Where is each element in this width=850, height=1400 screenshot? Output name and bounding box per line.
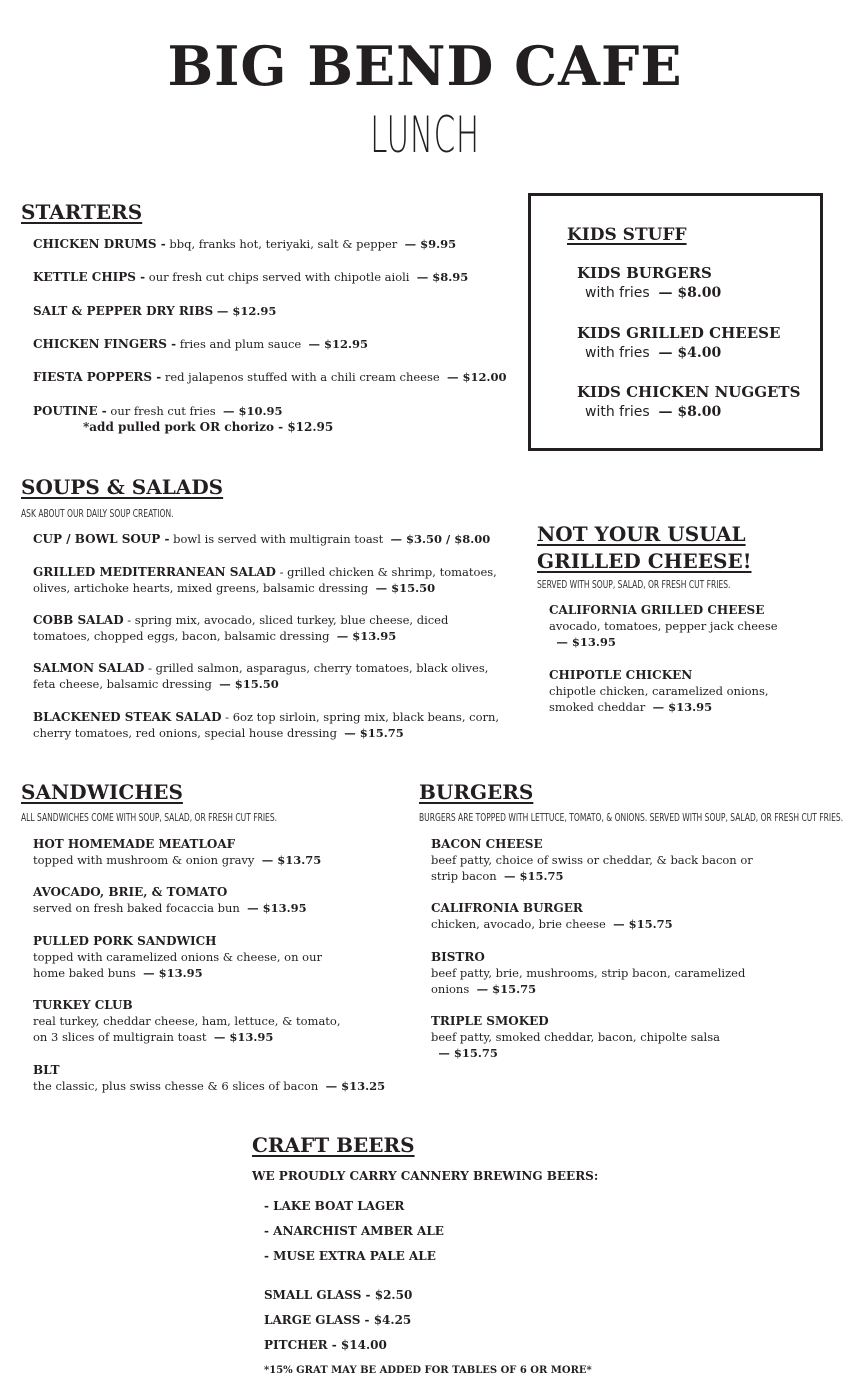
beer-price: SMALL GLASS - $2.50 <box>264 1288 413 1302</box>
starter-item <box>33 303 276 319</box>
item-desc: - spring mix, avocado, sliced turkey, blue cheese, diced <box>123 613 449 627</box>
sandwich-item <box>33 836 321 868</box>
kids-heading: KIDS STUFF <box>567 225 687 245</box>
item-desc: bowl is served with multigrain toast <box>169 532 384 546</box>
item-name: POUTINE - <box>33 404 107 418</box>
item-price: — $15.75 <box>476 982 537 996</box>
grilled-heading-line1: NOT YOUR USUAL <box>537 522 746 546</box>
item-price: — $15.50 <box>375 581 436 595</box>
item-name: CHICKEN DRUMS - <box>33 237 166 251</box>
burger-item <box>431 949 745 997</box>
item-desc: the classic, plus swiss chesse & 6 slices of bacon <box>33 1079 319 1093</box>
item-name: CALIFRONIA BURGER <box>431 901 583 915</box>
item-name: CUP / BOWL SOUP - <box>33 532 170 546</box>
kids-item-desc <box>585 404 721 420</box>
item-desc: our fresh cut fries <box>106 404 216 418</box>
grilled-note: SERVED WITH SOUP, SALAD, OR FRESH CUT FRIES. <box>537 579 731 591</box>
kids-item-name: KIDS GRILLED CHEESE <box>577 324 781 342</box>
item-price: — $13.95 <box>652 700 713 714</box>
gratuity-footnote: *15% GRAT MAY BE ADDED FOR TABLES OF 6 OR MORE* <box>264 1365 592 1376</box>
kids-item-price: — $8.00 <box>658 404 722 420</box>
beers-heading: CRAFT BEERS <box>252 1133 415 1157</box>
item-desc-2: onions <box>431 982 470 996</box>
item-desc: served on fresh baked focaccia bun <box>33 901 240 915</box>
item-desc-2: on 3 slices of multigrain toast <box>33 1030 207 1044</box>
item-name: TRIPLE SMOKED <box>431 1014 549 1028</box>
starters-heading: STARTERS <box>21 200 143 224</box>
item-price: — $13.95 <box>213 1030 274 1044</box>
soup-item <box>33 531 490 547</box>
kids-item-desc <box>585 285 721 301</box>
sandwich-item <box>33 884 307 916</box>
sandwich-item <box>33 997 341 1045</box>
starter-item <box>33 403 283 419</box>
sandwich-item <box>33 933 322 981</box>
beer-list-item: - LAKE BOAT LAGER <box>264 1199 405 1213</box>
beer-list-item: - ANARCHIST AMBER ALE <box>264 1224 444 1238</box>
item-desc-2: smoked cheddar <box>549 700 646 714</box>
beers-intro: WE PROUDLY CARRY CANNERY BREWING BEERS: <box>252 1169 599 1183</box>
item-price: — $9.95 <box>404 237 457 251</box>
item-name: SALMON SALAD <box>33 661 145 675</box>
item-desc-2: olives, artichoke hearts, mixed greens, balsamic dressing <box>33 581 369 595</box>
item-desc: bbq, franks hot, teriyaki, salt & pepper <box>165 237 398 251</box>
item-price: — $15.50 <box>219 677 279 691</box>
burgers-note: BURGERS ARE TOPPED WITH LETTUCE, TOMATO, & ONIONS. SERVED WITH SOUP, SALAD, OR FRESH CUT FRIES. <box>419 812 844 824</box>
soup-item <box>33 564 497 596</box>
item-name: TURKEY CLUB <box>33 998 133 1012</box>
burgers-heading: BURGERS <box>419 780 534 804</box>
soups-heading: SOUPS & SALADS <box>21 475 224 499</box>
menu-subtitle: LUNCH <box>370 106 480 164</box>
item-desc: beef patty, smoked cheddar, bacon, chipolte salsa <box>431 1030 720 1044</box>
item-desc-2: home baked buns <box>33 966 136 980</box>
kids-item-name: KIDS BURGERS <box>577 264 712 282</box>
item-price: — $12.95 <box>308 337 369 351</box>
kids-desc-text: with fries <box>585 285 650 301</box>
item-desc: avocado, tomatoes, pepper jack cheese <box>549 619 778 633</box>
item-desc: fries and plum sauce <box>176 337 302 351</box>
item-price: — $13.75 <box>261 853 322 867</box>
item-name: CALIFORNIA GRILLED CHEESE <box>549 603 765 617</box>
item-price: — $10.95 <box>223 404 283 418</box>
item-name: GRILLED MEDITERRANEAN SALAD <box>33 565 276 579</box>
item-price: — $15.75 <box>504 869 564 883</box>
item-name: CHIPOTLE CHICKEN <box>549 668 693 682</box>
item-price: — $15.75 <box>344 726 404 740</box>
burger-item <box>431 1013 720 1061</box>
sandwiches-heading: SANDWICHES <box>21 780 183 804</box>
item-desc: red jalapenos stuffed with a chili cream cheese <box>161 370 440 384</box>
item-desc: chicken, avocado, brie cheese <box>431 917 606 931</box>
item-price: — $13.95 <box>336 629 397 643</box>
kids-item-desc <box>585 345 721 361</box>
item-name: FIESTA POPPERS - <box>33 370 162 384</box>
kids-item-name: KIDS CHICKEN NUGGETS <box>577 383 801 401</box>
kids-desc-text: with fries <box>585 345 650 361</box>
kids-item-price: — $8.00 <box>658 285 722 301</box>
burger-item <box>431 900 673 932</box>
beer-price: PITCHER - $14.00 <box>264 1338 387 1352</box>
item-desc-2: cherry tomatoes, red onions, special house dressing <box>33 726 337 740</box>
grilled-heading-line2: GRILLED CHEESE! <box>537 549 752 573</box>
item-desc: beef patty, brie, mushrooms, strip bacon, caramelized <box>431 966 746 980</box>
sandwiches-note: ALL SANDWICHES COME WITH SOUP, SALAD, OR FRESH CUT FRIES. <box>21 812 278 824</box>
starter-item <box>33 369 507 385</box>
item-price: — $13.95 <box>247 901 307 915</box>
item-desc: real turkey, cheddar cheese, ham, lettuce, & tomato, <box>33 1014 341 1028</box>
starter-item <box>33 336 368 352</box>
soup-item <box>33 612 448 644</box>
item-desc: chipotle chicken, caramelized onions, <box>549 684 769 698</box>
item-desc: topped with mushroom & onion gravy <box>33 853 255 867</box>
soups-note: ASK ABOUT OUR DAILY SOUP CREATION. <box>21 508 174 520</box>
item-name: KETTLE CHIPS - <box>33 270 146 284</box>
item-name: HOT HOMEMADE MEATLOAF <box>33 837 236 851</box>
item-name: CHICKEN FINGERS - <box>33 337 177 351</box>
item-price: — $8.95 <box>416 270 469 284</box>
item-price: — $13.95 <box>556 635 616 649</box>
item-name: BISTRO <box>431 950 485 964</box>
starter-item <box>33 236 456 252</box>
item-desc-2: tomatoes, chopped eggs, bacon, balsamic dressing <box>33 629 330 643</box>
beer-price: LARGE GLASS - $4.25 <box>264 1313 412 1327</box>
item-name: PULLED PORK SANDWICH <box>33 934 217 948</box>
item-desc: - grilled chicken & shrimp, tomatoes, <box>275 565 497 579</box>
item-name: AVOCADO, BRIE, & TOMATO <box>33 885 228 899</box>
sandwich-item <box>33 1062 385 1094</box>
item-name: BLACKENED STEAK SALAD <box>33 710 222 724</box>
item-price: — $15.75 <box>613 917 673 931</box>
addon-text: *add pulled pork OR chorizo - $12.95 <box>83 420 334 434</box>
item-price: — $15.75 <box>438 1046 498 1060</box>
item-price: — $3.50 / $8.00 <box>390 532 491 546</box>
kids-item-price: — $4.00 <box>658 345 722 361</box>
grilled-item <box>549 602 778 650</box>
item-name: BLT <box>33 1063 60 1077</box>
kids-desc-text: with fries <box>585 404 650 420</box>
item-name: BACON CHEESE <box>431 837 543 851</box>
item-price: — $12.00 <box>447 370 507 384</box>
item-price: — $13.95 <box>143 966 203 980</box>
item-price: — $12.95 <box>216 304 277 318</box>
item-desc: - 6oz top sirloin, spring mix, black beans, corn, <box>221 710 500 724</box>
grilled-item <box>549 667 769 715</box>
item-name: COBB SALAD <box>33 613 124 627</box>
soup-item <box>33 709 499 741</box>
item-desc: beef patty, choice of swiss or cheddar, & back bacon or <box>431 853 753 867</box>
burger-item <box>431 836 753 884</box>
item-desc: our fresh cut chips served with chipotle aioli <box>145 270 410 284</box>
poutine-addon <box>83 419 333 435</box>
item-desc: - grilled salmon, asparagus, cherry tomatoes, black olives, <box>144 661 489 675</box>
soup-item <box>33 660 488 692</box>
beer-list-item: - MUSE EXTRA PALE ALE <box>264 1249 436 1263</box>
item-price: — $13.25 <box>325 1079 386 1093</box>
item-desc-2: feta cheese, balsamic dressing <box>33 677 212 691</box>
item-desc: topped with caramelized onions & cheese, on our <box>33 950 322 964</box>
restaurant-title: BIG BEND CAFE <box>167 34 683 98</box>
item-desc-2: strip bacon <box>431 869 497 883</box>
item-name: SALT & PEPPER DRY RIBS <box>33 304 214 318</box>
starter-item <box>33 269 468 285</box>
